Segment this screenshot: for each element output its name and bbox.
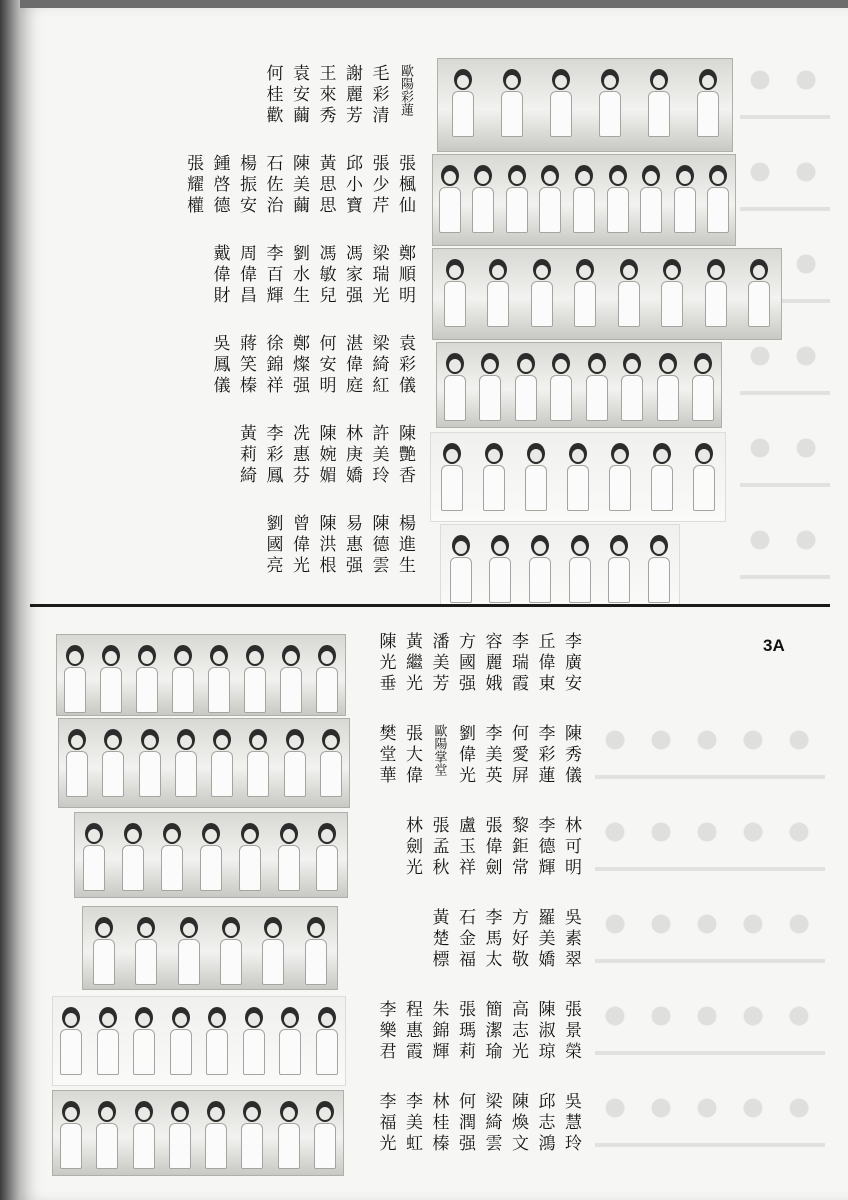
student-name: 陳淑琼: [534, 1000, 555, 1063]
student-figure: [450, 535, 472, 606]
student-figure: [697, 69, 719, 149]
student-name: 何安明: [315, 334, 336, 397]
student-figure: [648, 535, 670, 606]
student-figure: [692, 353, 714, 428]
class-photo: [58, 718, 350, 808]
student-name: 張孟秋: [428, 816, 449, 879]
student-name: 歐陽彩蓮: [398, 64, 413, 116]
student-name: 袁安繭: [289, 64, 309, 127]
student-name: 張楓仙: [395, 154, 415, 217]
student-name: 林可明: [561, 816, 581, 879]
student-name: 張景榮: [561, 1000, 581, 1063]
student-name: 黃楚標: [428, 908, 449, 971]
student-figure: [618, 259, 640, 339]
student-figure: [441, 443, 463, 522]
student-name: 黃繼光: [402, 632, 422, 695]
name-group: [364, 1000, 584, 1092]
student-figure: [573, 165, 595, 245]
class-photo: [56, 634, 346, 716]
student-figure: [693, 443, 715, 522]
student-name: 鄭燦强: [289, 334, 309, 397]
student-name: 梁瑞光: [368, 244, 389, 307]
student-figure: [444, 353, 466, 428]
student-name: 袁彩儀: [395, 334, 415, 397]
student-figure: [100, 645, 122, 716]
student-name: 馮家强: [342, 244, 362, 307]
student-figure: [479, 353, 501, 428]
name-group: [178, 64, 418, 154]
student-figure: [262, 917, 284, 990]
student-name: 謝麗芳: [342, 64, 362, 127]
student-figure: [529, 535, 551, 606]
student-name: 程惠霞: [402, 1000, 422, 1063]
student-figure: [170, 1007, 192, 1086]
class-photo: [52, 1090, 344, 1176]
name-group: [364, 1092, 584, 1184]
student-figure: [278, 823, 300, 898]
section-divider: [30, 604, 830, 607]
student-figure: [651, 443, 673, 522]
student-name: 李百輝: [262, 244, 283, 307]
student-name: 劉偉光: [455, 724, 475, 787]
student-name: 陳秀儀: [561, 724, 581, 787]
student-name: 李廣安: [561, 632, 581, 695]
student-name: 張偉劍: [481, 816, 502, 879]
student-name: 陳煥文: [508, 1092, 528, 1155]
student-figure: [122, 823, 144, 898]
student-figure: [608, 535, 630, 606]
student-figure: [247, 729, 269, 808]
class-photo: [74, 812, 348, 898]
student-name: 林桂榛: [428, 1092, 449, 1155]
student-name: 陳德雲: [368, 514, 389, 577]
student-name: 李美虹: [402, 1092, 422, 1155]
student-figure: [550, 69, 572, 149]
student-figure: [609, 443, 631, 522]
student-name: 盧玉祥: [455, 816, 475, 879]
student-figure: [316, 1007, 338, 1086]
student-figure: [483, 443, 505, 522]
student-figure: [60, 1101, 82, 1176]
student-figure: [278, 1101, 300, 1176]
student-name: 陳艷香: [395, 424, 415, 487]
class-photo: [432, 248, 782, 340]
student-name: 林劍光: [402, 816, 422, 879]
student-figure: [640, 165, 662, 245]
student-name: 邱小寶: [342, 154, 362, 217]
student-name: 方國强: [455, 632, 475, 695]
name-group: [364, 632, 584, 724]
student-figure: [244, 645, 266, 716]
student-name: 馮敏兒: [315, 244, 336, 307]
student-name: 毛彩清: [368, 64, 389, 127]
student-figure: [569, 535, 591, 606]
student-figure: [97, 1007, 119, 1086]
student-name: 鍾啓德: [209, 154, 230, 217]
student-figure: [550, 353, 572, 428]
student-figure: [707, 165, 729, 245]
student-figure: [574, 259, 596, 339]
student-figure: [169, 1101, 191, 1176]
student-figure: [243, 1007, 265, 1086]
student-figure: [705, 259, 727, 339]
student-figure: [501, 69, 523, 149]
student-name: 湛偉庭: [342, 334, 362, 397]
student-figure: [489, 535, 511, 606]
name-group: [364, 724, 584, 816]
name-group: [178, 424, 418, 514]
student-name: 邱志鴻: [534, 1092, 555, 1155]
student-figure: [607, 165, 629, 245]
name-group: [178, 244, 418, 334]
student-name: 李樂君: [375, 1000, 396, 1063]
student-name: 楊進生: [395, 514, 415, 577]
student-figure: [139, 729, 161, 808]
student-name: 何桂歡: [262, 64, 283, 127]
book-binding-edge: [0, 0, 20, 1200]
student-name: 張大偉: [402, 724, 422, 787]
student-name: 潘美芳: [428, 632, 449, 695]
student-name: 高志光: [508, 1000, 528, 1063]
student-figure: [60, 1007, 82, 1086]
student-name: 何愛屏: [508, 724, 528, 787]
bottom-class-name-list: [364, 632, 584, 1184]
student-figure: [586, 353, 608, 428]
student-name: 冼惠芬: [289, 424, 309, 487]
student-figure: [515, 353, 537, 428]
student-name: 鄭順明: [395, 244, 415, 307]
student-figure: [133, 1101, 155, 1176]
student-name: 曾偉光: [289, 514, 309, 577]
student-figure: [472, 165, 494, 245]
student-name: 蔣笑榛: [236, 334, 256, 397]
student-name: 周偉昌: [236, 244, 256, 307]
student-figure: [525, 443, 547, 522]
student-name: 黃思思: [315, 154, 336, 217]
student-figure: [621, 353, 643, 428]
student-name: 丘偉東: [534, 632, 555, 695]
student-figure: [316, 823, 338, 898]
student-figure: [320, 729, 342, 808]
student-figure: [175, 729, 197, 808]
student-figure: [316, 645, 338, 716]
student-name: 張瑪莉: [455, 1000, 475, 1063]
student-figure: [161, 823, 183, 898]
student-figure: [241, 1101, 263, 1176]
student-figure: [674, 165, 696, 245]
student-name: 陳婉媚: [315, 424, 336, 487]
top-class-name-list: [178, 64, 418, 604]
class-photo: [437, 58, 733, 152]
student-figure: [567, 443, 589, 522]
student-figure: [83, 823, 105, 898]
student-figure: [208, 645, 230, 716]
student-name: 吳素翠: [561, 908, 581, 971]
student-name: 石佐治: [262, 154, 283, 217]
student-name: 李彩鳳: [262, 424, 283, 487]
student-figure: [178, 917, 200, 990]
student-figure: [439, 165, 461, 245]
student-name: 陳美繭: [289, 154, 309, 217]
student-figure: [648, 69, 670, 149]
student-figure: [206, 1007, 228, 1086]
class-section-label: 3A: [763, 636, 785, 655]
student-figure: [539, 165, 561, 245]
name-group: [364, 908, 584, 1000]
student-figure: [661, 259, 683, 339]
student-figure: [487, 259, 509, 339]
student-name: 李福光: [375, 1092, 396, 1155]
student-name: 張耀權: [183, 154, 203, 217]
class-photo: [430, 432, 726, 522]
student-figure: [239, 823, 261, 898]
student-figure: [135, 917, 157, 990]
student-name: 李德輝: [534, 816, 555, 879]
student-name: 張少芹: [368, 154, 389, 217]
student-figure: [102, 729, 124, 808]
name-group: [178, 154, 418, 244]
student-figure: [657, 353, 679, 428]
class-photo: [82, 906, 338, 990]
class-photo: [436, 342, 722, 428]
student-name: 何潤强: [455, 1092, 475, 1155]
class-photo: [440, 524, 680, 606]
student-figure: [211, 729, 233, 808]
student-figure: [96, 1101, 118, 1176]
student-name: 戴偉財: [209, 244, 230, 307]
student-figure: [599, 69, 621, 149]
student-name: 朱錦輝: [428, 1000, 449, 1063]
student-name: 陳洪根: [315, 514, 336, 577]
student-figure: [506, 165, 528, 245]
name-group: [178, 334, 418, 424]
student-figure: [133, 1007, 155, 1086]
student-name: 歐陽掌堂: [431, 724, 447, 776]
student-name: 黎鉅常: [508, 816, 528, 879]
student-figure: [93, 917, 115, 990]
student-name: 陳光垂: [375, 632, 396, 695]
student-figure: [748, 259, 770, 339]
student-figure: [64, 645, 86, 716]
student-name: 容麗娥: [481, 632, 502, 695]
student-name: 李瑞霞: [508, 632, 528, 695]
student-figure: [452, 69, 474, 149]
student-name: 王來秀: [315, 64, 336, 127]
student-name: 易惠强: [342, 514, 362, 577]
student-name: 吳慧玲: [561, 1092, 581, 1155]
student-name: 林庚嬌: [342, 424, 362, 487]
student-name: 黃莉綺: [236, 424, 256, 487]
student-name: 石金福: [455, 908, 475, 971]
student-name: 劉國亮: [262, 514, 283, 577]
student-name: 徐錦祥: [262, 334, 283, 397]
name-group: [364, 816, 584, 908]
student-name: 羅美嬌: [534, 908, 555, 971]
student-name: 許美玲: [368, 424, 389, 487]
student-name: 簡潔瑜: [481, 1000, 502, 1063]
student-name: 李美英: [481, 724, 502, 787]
student-figure: [220, 917, 242, 990]
student-name: 劉水生: [289, 244, 309, 307]
student-name: 李彩蓮: [534, 724, 555, 787]
student-figure: [200, 823, 222, 898]
bleed-through-shadow: [595, 720, 825, 1190]
student-figure: [136, 645, 158, 716]
student-name: 方好敬: [508, 908, 528, 971]
student-figure: [444, 259, 466, 339]
student-name: 樊堂華: [375, 724, 396, 787]
student-figure: [314, 1101, 336, 1176]
student-name: 梁綺雲: [481, 1092, 502, 1155]
name-group: [178, 514, 418, 604]
student-name: 李馬太: [481, 908, 502, 971]
student-name: 梁綺紅: [368, 334, 389, 397]
student-figure: [531, 259, 553, 339]
class-photo: [432, 154, 736, 246]
student-figure: [305, 917, 327, 990]
student-figure: [284, 729, 306, 808]
student-name: 吳鳳儀: [209, 334, 230, 397]
student-name: 楊振安: [236, 154, 256, 217]
student-figure: [205, 1101, 227, 1176]
student-figure: [66, 729, 88, 808]
student-figure: [280, 645, 302, 716]
student-figure: [172, 645, 194, 716]
student-figure: [279, 1007, 301, 1086]
class-photo: [52, 996, 346, 1086]
